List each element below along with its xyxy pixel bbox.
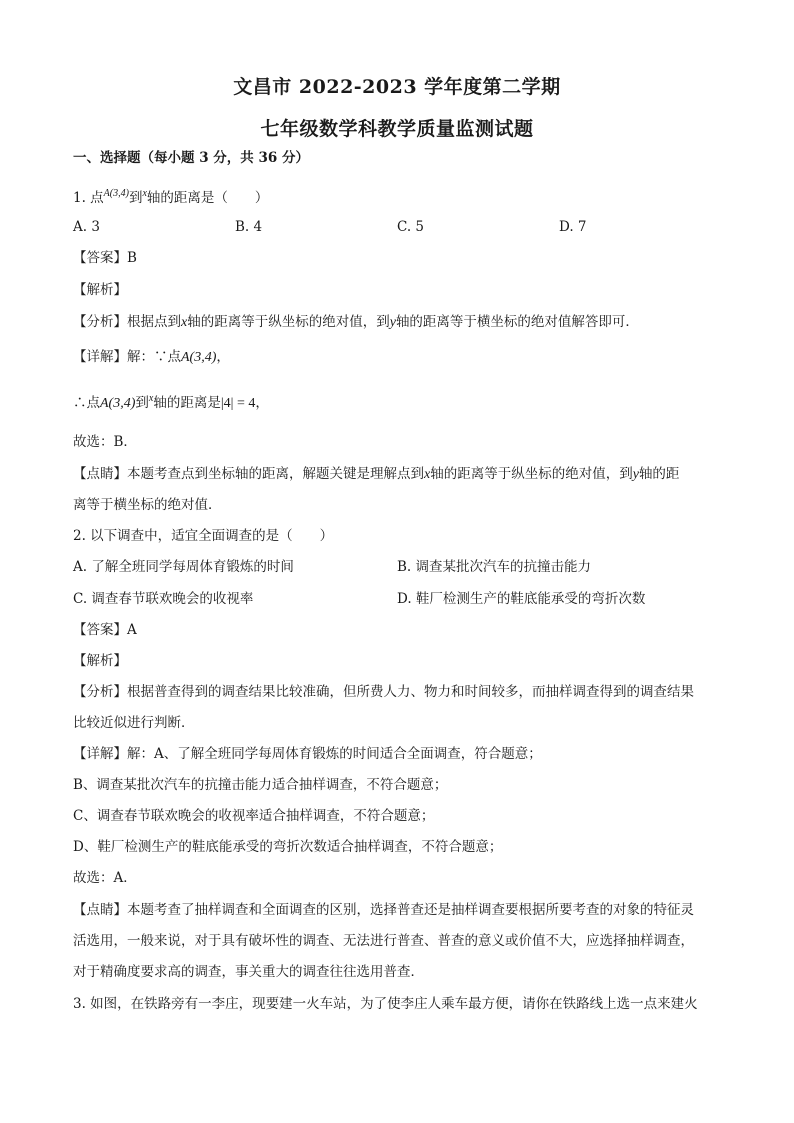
q1-detail <box>73 347 230 368</box>
q2-detail-line3: C、调查春节联欢晚会的收视率适合抽样调查，不符合题意； <box>73 808 435 824</box>
q2-option-a: A. 了解全班同学每周体育锻炼的时间 <box>73 559 294 575</box>
q1-therefore <box>73 389 269 414</box>
q2-review-line3: 对于精确度要求高的调查，事关重大的调查往往选用普查． <box>73 964 424 980</box>
q1-review-a: 【点睛】本题考查点到坐标轴的距离，解题关键是理解点到 <box>73 466 424 482</box>
q1-therefore-x: x <box>148 393 154 404</box>
q2-fenxi-line2: 比较近似进行判断． <box>73 715 195 731</box>
q1-fenxi-c: 轴的距离等于横坐标的绝对值解答即可． <box>395 314 639 330</box>
q1-therefore-a: ∴点 <box>73 395 100 411</box>
q1-review-b: 轴的距离等于纵坐标的绝对值，到 <box>430 466 633 482</box>
q2-fenxi-line1: 【分析】根据普查得到的调查结果比较准确，但所费人力、物力和时间较多，而抽样调查得到的调查结果 <box>73 684 694 700</box>
q2-detail-line2: B、调查某批次汽车的抗撞击能力适合抽样调查，不符合题意； <box>73 777 448 793</box>
q2-answer: 【答案】A <box>73 622 137 638</box>
q1-therefore-eq: |4| = 4 <box>220 396 256 411</box>
q1-fenxi-x: x <box>181 315 188 330</box>
q1-fenxi-a: 【分析】根据点到 <box>73 314 181 330</box>
q1-review-c: 轴的距 <box>638 466 680 482</box>
q1-review-y: y <box>632 467 639 482</box>
q2-stem: 2. 以下调查中，适宜全面调查的是（ ） <box>73 528 334 544</box>
q1-stem-num: 1. 点 <box>73 190 104 206</box>
q2-analysis-label: 【解析】 <box>73 653 127 669</box>
q1-option-c: C. 5 <box>397 219 425 235</box>
q1-therefore-b: 到 <box>135 395 149 411</box>
q1-review-x: x <box>424 467 431 482</box>
q1-therefore-point: A(3,4) <box>100 396 136 411</box>
q1-option-b: B. 4 <box>235 219 263 235</box>
q1-detail-b: ， <box>216 349 230 365</box>
q2-detail-line1: 【详解】解：A、了解全班同学每周体育锻炼的时间适合全面调查，符合题意； <box>73 746 542 762</box>
q1-fenxi <box>73 312 639 333</box>
exam-title-line1: 文昌市 2022-2023 学年度第二学期 <box>233 76 561 98</box>
q1-fenxi-y: y <box>389 315 396 330</box>
q2-review-line2: 活选用，一般来说，对于具有破坏性的调查、无法进行普查、普查的意义或价值不大，应选择抽样调查， <box>73 933 694 949</box>
q1-choose: 故选：B． <box>73 434 137 450</box>
q1-point: A(3,4) <box>103 188 129 199</box>
q1-stem-end: 轴的距离是（ ） <box>146 190 269 206</box>
q3-stem: 3. 如图，在铁路旁有一李庄，现要建一火车站，为了使李庄人乘车最方便，请你在铁路线上选一点来建火 <box>73 996 698 1012</box>
q1-review-line2: 离等于横坐标的绝对值． <box>73 497 222 513</box>
q1-fenxi-b: 轴的距离等于纵坐标的绝对值，到 <box>187 314 390 330</box>
q2-option-d: D. 鞋厂检测生产的鞋底能承受的弯折次数 <box>397 591 646 607</box>
q2-review-line1: 【点睛】本题考查了抽样调查和全面调查的区别，选择普查还是抽样调查要根据所要考查的对象的特征灵 <box>73 902 694 918</box>
q2-option-b: B. 调查某批次汽车的抗撞击能力 <box>397 559 592 575</box>
q2-choose: 故选：A． <box>73 870 137 886</box>
exam-title-line2: 七年级数学科教学质量监测试题 <box>260 118 534 140</box>
q1-to: 到 <box>128 190 143 206</box>
q1-answer: 【答案】B <box>73 250 137 266</box>
q1-therefore-c: 轴的距离是 <box>153 395 221 411</box>
q1-therefore-d: ， <box>255 395 269 411</box>
q1-detail-a: 【详解】解：∵点 <box>73 349 181 365</box>
q1-analysis-label: 【解析】 <box>73 282 127 298</box>
q1-option-a: A. 3 <box>73 219 100 235</box>
q1-review-line1 <box>73 464 679 485</box>
q2-detail-line4: D、鞋厂检测生产的鞋底能承受的弯折次数适合抽样调查，不符合题意； <box>73 839 503 855</box>
q1-axis: x <box>142 188 147 199</box>
q1-option-d: D. 7 <box>559 219 587 235</box>
q2-option-c: C. 调查春节联欢晚会的收视率 <box>73 591 254 607</box>
q1-detail-point: A(3,4) <box>181 350 217 365</box>
q1-stem <box>73 184 268 208</box>
section-heading-choice: 一、选择题（每小题 3 分，共 36 分） <box>73 150 309 166</box>
